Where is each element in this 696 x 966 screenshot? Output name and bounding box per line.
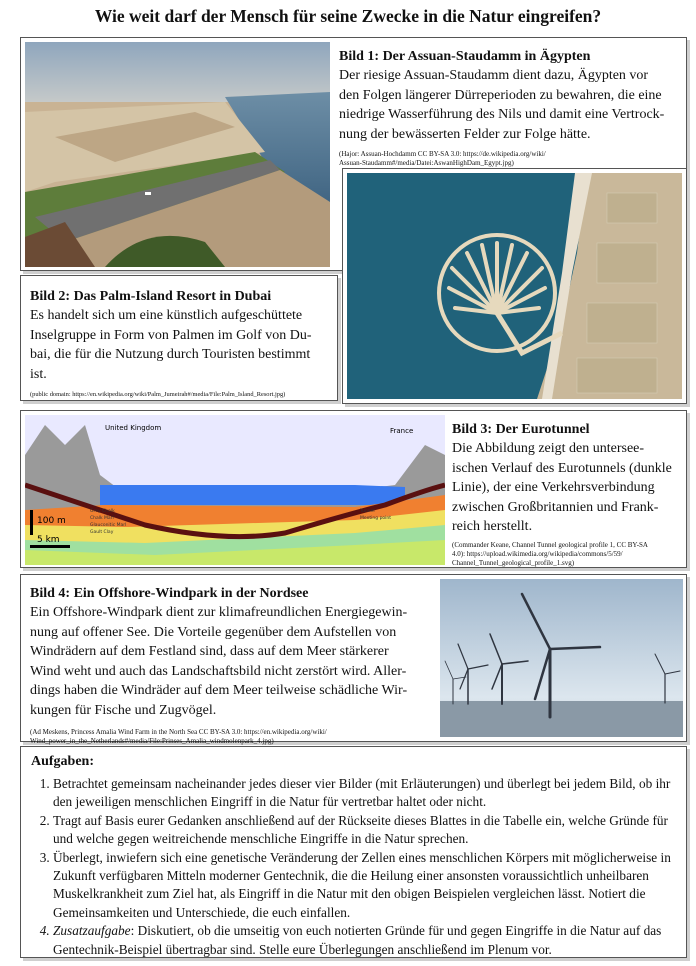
palm-island-photo: [347, 173, 682, 399]
bild3-line: Linie), der eine Verkehrsverbindung: [452, 480, 655, 495]
bild3-line: Die Abbildung zeigt den untersee-: [452, 441, 645, 456]
bild3-box: [20, 410, 687, 568]
aufgaben-heading: Aufgaben:: [31, 754, 95, 769]
eurotunnel-diagram: [25, 415, 445, 565]
bild4-line: kungen für Fische und Zugvögel.: [30, 702, 217, 718]
bild4-line: nung auf offener See. Die Vorteile gegenüber dem Aufstellen von: [30, 624, 397, 640]
bild3-text: [452, 439, 684, 537]
bild3-line: zwischen Großbritannien und Frank-: [452, 499, 659, 515]
bild2-text: [30, 306, 335, 384]
tunnel-label: Tunnel: [360, 509, 375, 514]
legend-item: Chalk Marl: [90, 516, 114, 521]
bild3-line: ischen Verlauf des Eurotunnels (dunkle: [452, 460, 672, 476]
scale-vertical: 100 m: [37, 516, 66, 526]
windpark-photo: [440, 579, 683, 737]
bild1-heading: Bild 1: Der Assuan-Staudamm in Ägypten: [339, 49, 591, 64]
bild1-line: den Folgen längerer Dürreperioden zu bewahren, die eine: [339, 87, 662, 103]
bild4-line: dings haben die Windräder auf dem Meer teilweise schädliche Wir-: [30, 683, 408, 698]
bild4-heading: Bild 4: Ein Offshore-Windpark in der Nordsee: [30, 586, 309, 601]
bild4-text: [30, 603, 435, 720]
bild2-line: Es handelt sich um eine künstlich aufgeschüttete: [30, 308, 303, 323]
uk-label: United Kingdom: [105, 424, 162, 432]
bild1-text: [339, 66, 684, 144]
aufgaben-box: [20, 746, 687, 958]
bild1-line: niedrige Wasserführung des Nils und damit eine Vertrock-: [339, 107, 665, 122]
bild3-source-line: 4.0): https://upload.wikimedia.org/wikipedia/commons/5/59/: [452, 549, 623, 558]
bild1-source-line: Assuan-Staudamm#/media/Datei:AswanHighDam_Egypt.jpg): [339, 159, 514, 167]
bild2-line: Inselgruppe in Form von Palmen im Golf von Du-: [30, 327, 312, 343]
meeting-point-label: Meeting point: [360, 516, 392, 521]
bild4-line: Ein Offshore-Windpark dient zur klimafreundlichen Energiegewin-: [30, 605, 408, 620]
bild3-source: [452, 541, 684, 568]
bild2-box: [20, 275, 338, 401]
bild4-box: [20, 574, 687, 745]
scale-horizontal: 5 km: [37, 535, 60, 545]
aufgabe-text: Tragt auf Basis eurer Gedanken anschließend auf der Rückseite dieses Blattes in die Tabelle ein, welche Gründe für und welche gegen weitreichende menschliche Eingriffe in die Natur sprechen.: [53, 812, 668, 847]
bild1-source-line: (Hajor: Assuan-Hochdamm CC BY-SA 3.0: https://de.wikipedia.org/wiki/: [339, 150, 546, 158]
bild3-source-line: (Commander Keane, Channel Tunnel geological profile 1, CC BY-SA: [452, 540, 648, 549]
bild2-heading: Bild 2: Das Palm-Island Resort in Dubai: [30, 289, 272, 304]
france-label: France: [390, 427, 414, 435]
aswan-dam-photo: [25, 42, 330, 267]
bild2-source-line: (public domain: https://en.wikipedia.org/wiki/Palm_Jumeirah#/media/File:Palm_Island_Resort.jpg): [30, 391, 286, 398]
bild2-source: [30, 390, 335, 399]
legend-item: Glauconitic Marl: [90, 523, 127, 528]
bild1-source: [339, 150, 684, 168]
aufgabe-text: Betrachtet gemeinsam nacheinander jedes dieser vier Bilder (mit Erläuterungen) und überlegt bei jedem Bild, ob ihr den jeweiligen menschlichen Eingriff in die Natur für vertretbar haltet oder nicht.: [53, 776, 671, 810]
aufgabe-item: [53, 922, 681, 959]
page-title: Wie weit darf der Mensch für seine Zwecke in die Natur eingreifen?: [94, 6, 602, 26]
bild1-line: Der riesige Assuan-Staudamm dient dazu, Ägypten vor: [339, 68, 649, 83]
bild1-line: nung der bewässerten Felder zur Folge hätte.: [339, 126, 591, 142]
zusatzaufgabe-label: Zusatzaufgabe: [53, 923, 131, 939]
bild4-line: Wind weht und auch das Landschaftsbild nicht zerstört wird. Aller-: [30, 663, 407, 679]
bild3-source-line: Channel_Tunnel_geological_profile_1.svg): [452, 558, 575, 567]
aufgabe-item: [53, 812, 681, 849]
bild2-line: bai, die für die Nutzung durch Touristen bestimmt: [30, 347, 311, 362]
bild4-source-line: Wind_power_in_the_Netherlands#/media/File:Prinses_Amalia_windmolenpark_4.jpg): [30, 737, 274, 745]
aufgabe-text: Überlegt, inwiefern sich eine genetische Veränderung der Zellen eines menschlichen Körpers mit möglicherweise in Zukunft verfügbaren Mitteln moderner Gentechnik, die die Heilung einer ansonsten voraussichtlich unheilbaren Muskelkrankheit zum Ziel hat, als Eingriff in die Natur mit den obigen Beispielen vergleichen lässt. Notiert die Gemeinsamkeiten und Unterschiede, die euch einfallen.: [53, 849, 671, 920]
bild4-source: [30, 728, 435, 746]
bild4-line: Windrädern auf dem Festland sind, dass auf dem Meer stärkerer: [30, 644, 389, 659]
bild2-line: ist.: [30, 366, 47, 382]
bild3-heading: Bild 3: Der Eurotunnel: [452, 422, 590, 437]
aufgabe-text: : Diskutiert, ob die umseitig von euch notierten Gründe für und gegen Eingriffe in die Natur auf das Gentechnik-Beispiel übertragbar sind. Stelle eure Überlegungen anschließend im Plenum vor.: [53, 923, 662, 957]
aufgabe-item: [53, 775, 681, 812]
aufgaben-list: [31, 775, 681, 959]
bild3-line: reich herstellt.: [452, 519, 533, 534]
bild2-photo-box: [342, 168, 687, 404]
bild4-source-line: (Ad Meskens, Princess Amalia Wind Farm in the North Sea CC BY-SA 3.0: https://en.wikipedia.org/wiki/: [30, 728, 327, 736]
aufgabe-item: [53, 849, 681, 923]
legend-item: Gault Clay: [90, 530, 114, 535]
legend-item: Grey Chalk: [90, 509, 115, 514]
